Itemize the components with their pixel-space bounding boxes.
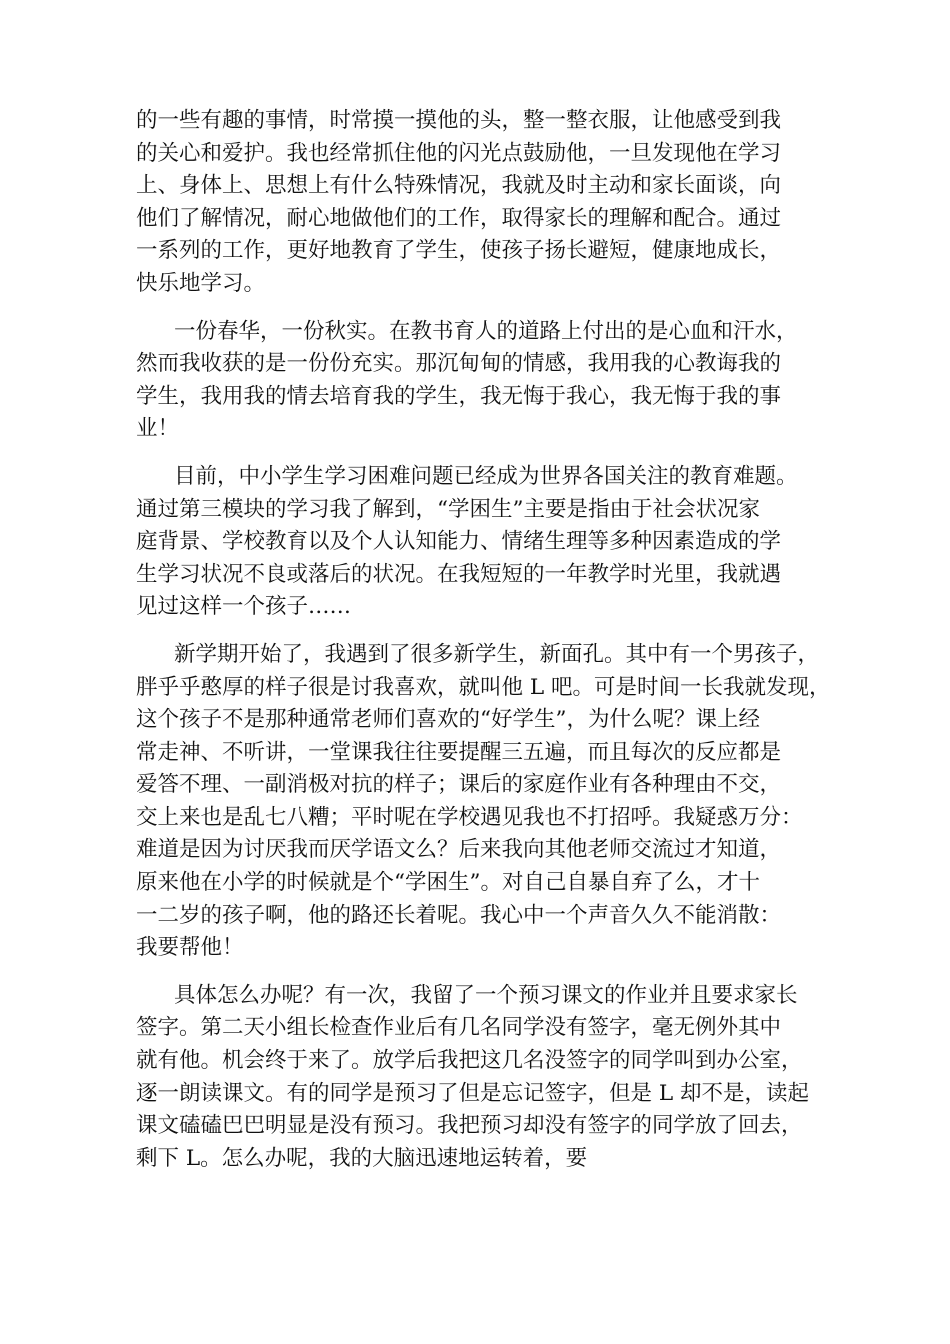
paragraph-4 xyxy=(136,639,836,965)
paragraph-1 xyxy=(136,105,836,301)
text-line: 学生，我用我的情去培育我的学生，我无悔于我心，我无悔于我的事 xyxy=(136,383,782,409)
text-line: 见过这样一个孩子…… xyxy=(136,594,352,620)
paragraph-2 xyxy=(136,316,836,446)
text-line: 这个孩子不是那种通常老师们喜欢的“好学生”，为什么呢？课上经 xyxy=(136,707,760,733)
text-line: 他们了解情况，耐心地做他们的工作，取得家长的理解和配合。通过 xyxy=(136,205,782,231)
text-line: 我要帮他！ xyxy=(136,935,244,961)
paragraph-3 xyxy=(136,461,836,624)
text-line: 一系列的工作，更好地教育了学生，使孩子扬长避短，健康地成长， xyxy=(136,238,782,264)
text-line: 一二岁的孩子啊，他的路还长着呢。我心中一个声音久久不能消散： xyxy=(136,902,782,928)
text-line: 通过第三模块的学习我了解到，“学困生”主要是指由于社会状况家 xyxy=(136,496,760,522)
text-line: 逐一朗读课文。有的同学是预习了但是忘记签字，但是 L 却不是，读起 xyxy=(136,1080,809,1106)
text-line: 课文磕磕巴巴明显是没有预习。我把预习却没有签字的同学放了回去， xyxy=(136,1113,803,1139)
text-line: 目前，中小学生学习困难问题已经成为世界各国关注的教育难题。 xyxy=(174,463,798,489)
paragraph-5 xyxy=(136,980,836,1176)
text-line: 常走神、不听讲，一堂课我往往要提醒三五遍，而且每次的反应都是 xyxy=(136,739,782,765)
text-line: 生学习状况不良或落后的状况。在我短短的一年教学时光里，我就遇 xyxy=(136,561,782,587)
text-line: 一份春华，一份秋实。在教书育人的道路上付出的是心血和汗水， xyxy=(174,318,798,344)
text-line: 的关心和爱护。我也经常抓住他的闪光点鼓励他，一旦发现他在学习 xyxy=(136,140,782,166)
text-line: 上、身体上、思想上有什么特殊情况，我就及时主动和家长面谈，向 xyxy=(136,173,782,199)
text-line: 剩下 L。怎么办呢，我的大脑迅速地运转着，要 xyxy=(136,1145,588,1171)
text-line: 新学期开始了，我遇到了很多新学生，新面孔。其中有一个男孩子， xyxy=(174,641,820,667)
text-line: 的一些有趣的事情，时常摸一摸他的头，整一整衣服，让他感受到我 xyxy=(136,108,782,133)
text-line: 签字。第二天小组长检查作业后有几名同学没有签字，毫无例外其中 xyxy=(136,1015,782,1041)
text-line: 胖乎乎憨厚的样子很是讨我喜欢，就叫他 L 吧。可是时间一长我就发现， xyxy=(136,674,831,700)
text-line: 具体怎么办呢？有一次，我留了一个预习课文的作业并且要求家长 xyxy=(174,982,798,1008)
document-body xyxy=(136,105,836,1190)
text-line: 庭背景、学校教育以及个人认知能力、情绪生理等多种因素造成的学 xyxy=(136,529,782,555)
text-line: 爱答不理、一副消极对抗的样子；课后的家庭作业有各种理由不交， xyxy=(136,772,782,798)
text-line: 原来他在小学的时候就是个“学困生”。对自己自暴自弃了么，才十 xyxy=(136,870,760,896)
text-line: 快乐地学习。 xyxy=(136,270,266,296)
text-line: 业！ xyxy=(136,416,180,442)
text-line: 就有他。机会终于来了。放学后我把这几名没签字的同学叫到办公室， xyxy=(136,1048,803,1074)
text-line: 交上来也是乱七八糟；平时呢在学校遇见我也不打招呼。我疑惑万分： xyxy=(136,804,803,830)
text-line: 然而我收获的是一份份充实。那沉甸甸的情感，我用我的心教诲我的 xyxy=(136,351,782,377)
text-line: 难道是因为讨厌我而厌学语文么？后来我向其他老师交流过才知道， xyxy=(136,837,782,863)
